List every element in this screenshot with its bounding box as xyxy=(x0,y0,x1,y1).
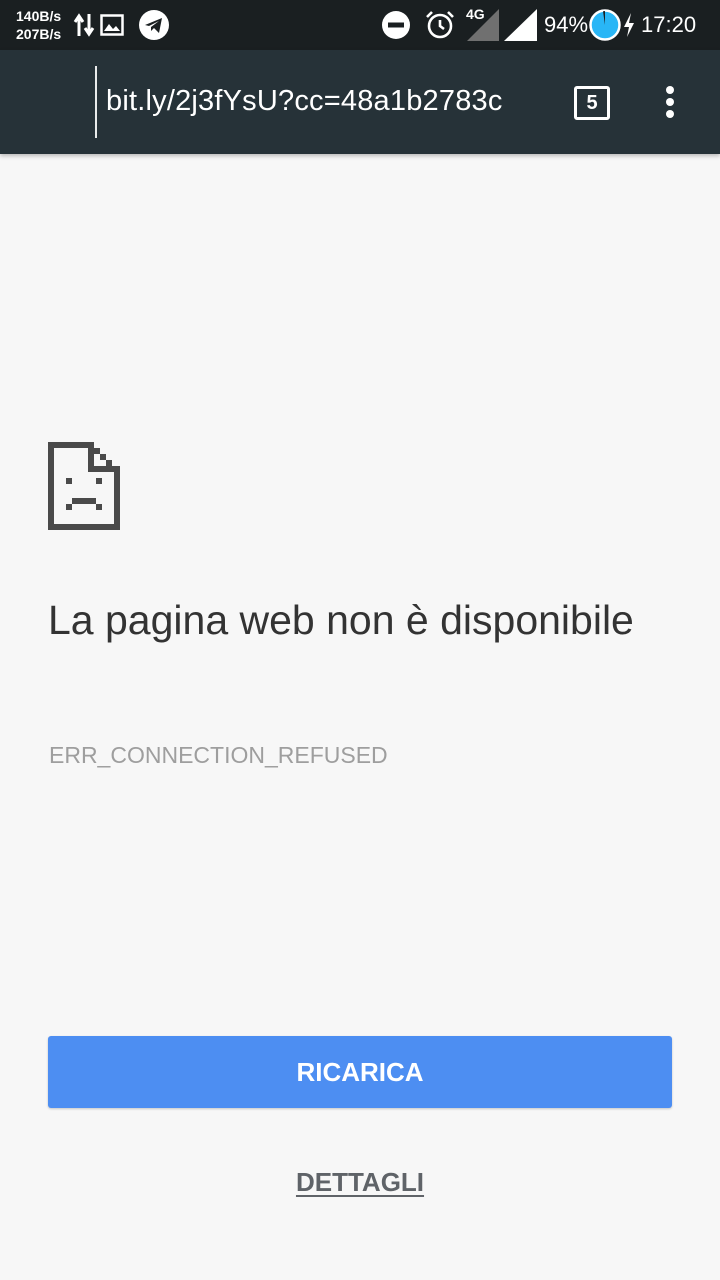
url-bar[interactable]: bit.ly/2j3fYsU?cc=48a1b2783c xyxy=(106,85,503,117)
telegram-icon xyxy=(138,9,170,41)
mobile-signal-icon xyxy=(466,6,500,41)
sad-page-icon xyxy=(48,442,120,530)
charging-bolt-icon xyxy=(621,9,637,41)
alarm-icon xyxy=(424,9,456,41)
upload-speed: 140B/s xyxy=(16,8,62,24)
tab-switcher-button[interactable]: 5 xyxy=(574,86,610,120)
error-title: La pagina web non è disponibile xyxy=(48,597,634,643)
clock: 17:20 xyxy=(641,12,697,37)
network-speed xyxy=(16,7,61,43)
do-not-disturb-icon xyxy=(380,9,412,41)
text-cursor xyxy=(95,66,97,138)
menu-dot-icon xyxy=(666,110,674,118)
reload-button[interactable]: RICARICA xyxy=(48,1036,672,1108)
details-button[interactable] xyxy=(0,1166,720,1198)
network-type: 4G xyxy=(466,6,485,22)
image-icon xyxy=(96,9,128,41)
battery-icon xyxy=(589,9,621,41)
download-speed: 207B/s xyxy=(16,26,62,42)
error-code: ERR_CONNECTION_REFUSED xyxy=(49,742,388,768)
details-label: DETTAGLI xyxy=(295,1167,425,1197)
menu-dot-icon xyxy=(666,98,674,106)
menu-dot-icon xyxy=(666,86,674,94)
status-bar xyxy=(0,0,720,50)
wifi-signal-icon xyxy=(504,9,538,41)
battery-percent: 94% xyxy=(544,12,589,37)
browser-toolbar xyxy=(0,50,720,154)
overflow-menu-button[interactable] xyxy=(654,80,686,124)
